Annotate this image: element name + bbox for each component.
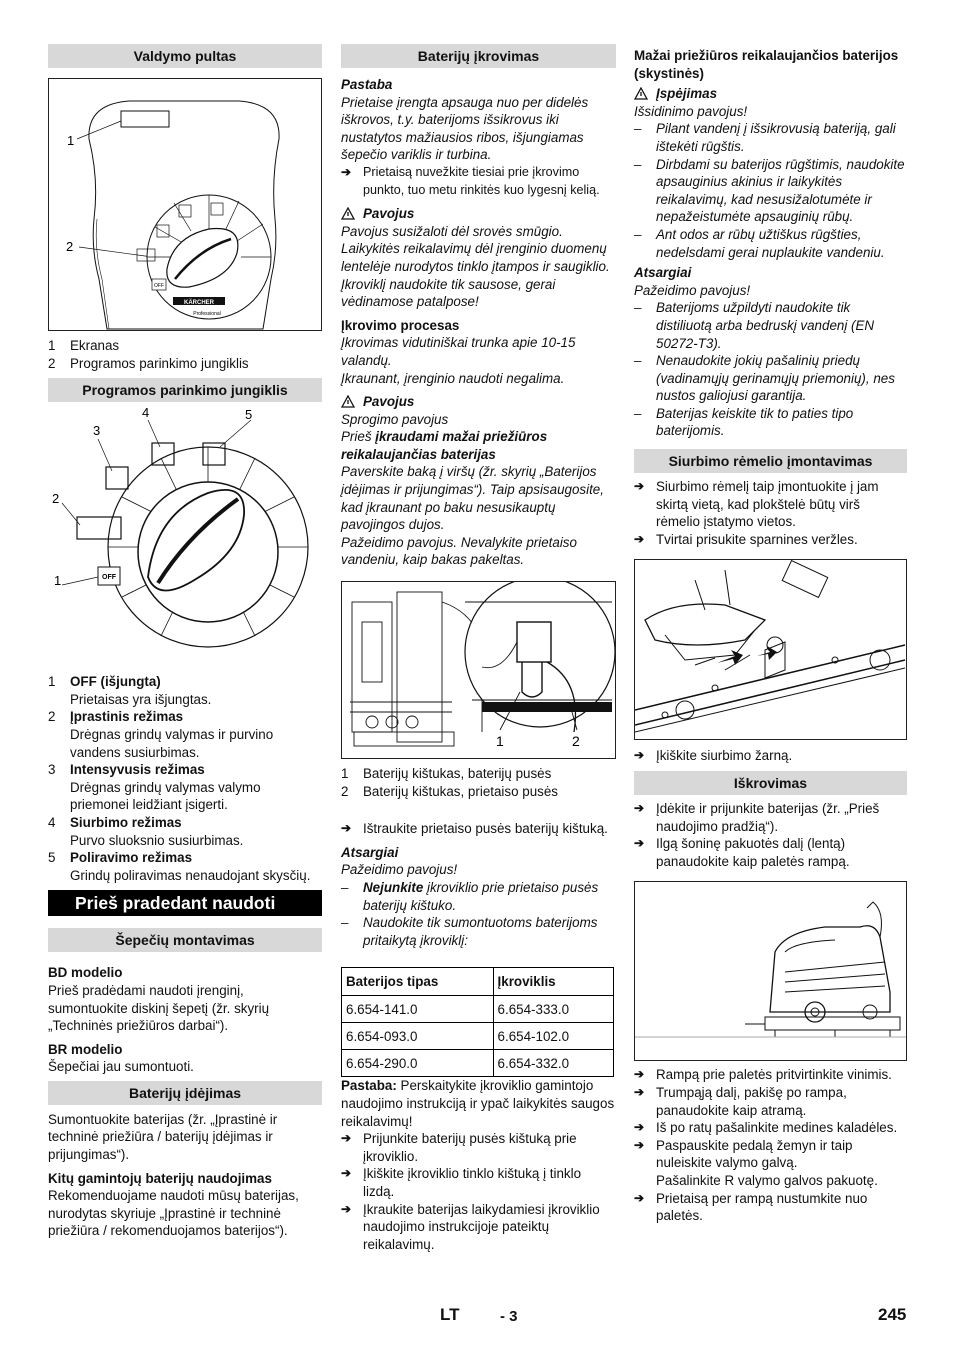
danger-text: Sprogimo pavojus bbox=[341, 411, 449, 427]
section-heading-program-selector: Programos parinkimo jungiklis bbox=[48, 378, 322, 402]
bd-model-text: Prieš pradėdami naudoti įrenginį, sumontuokite diskinį šepetį (žr. skyrių „Techninės priežiūros darbai“). bbox=[48, 982, 270, 1034]
panel-legend-item: 2 Programos parinkimo jungiklis bbox=[48, 355, 249, 371]
warning-item: – Pilant vandenį į išsikrovusią bateriją, gali ištekėti rūgštis. bbox=[634, 121, 896, 154]
warning-item: – Dirbdami su baterijos rūgštimis, naudokite apsauginius akinius ir laikykitės reikalavimų, kad nesusižalotumėte ir nepažeistumėte apsauginių rūbų. bbox=[634, 156, 905, 225]
pallet-ramp-figure bbox=[634, 881, 907, 1061]
panel-off-label: OFF bbox=[154, 283, 164, 289]
mode-item: 1 OFF (išjungta) bbox=[48, 674, 161, 690]
control-panel-figure bbox=[48, 78, 322, 331]
step-item: ➔ Paspauskite pedalą žemyn ir taip nuleiskite valymo galvą. bbox=[634, 1137, 853, 1171]
arrow-icon: ➔ bbox=[634, 531, 645, 546]
step-item: ➔ Prietaisą per rampą nustumkite nuo paletės. bbox=[634, 1190, 868, 1224]
arrow-icon: ➔ bbox=[634, 748, 645, 763]
mode-item: 3 Intensyvusis režimas bbox=[48, 762, 205, 778]
arrow-icon: ➔ bbox=[341, 1201, 352, 1216]
figure-callout-1: 1 bbox=[496, 733, 504, 750]
section-heading-squeegee: Siurbimo rėmelio įmontavimas bbox=[634, 449, 907, 473]
figure-legend-item: 1 Baterijų kištukas, baterijų pusės bbox=[341, 766, 552, 782]
arrow-icon: ➔ bbox=[634, 479, 645, 494]
arrow-icon: ➔ bbox=[634, 1067, 645, 1082]
arrow-icon: ➔ bbox=[634, 1120, 645, 1135]
bd-model-title: BD modelio bbox=[48, 965, 123, 981]
squeegee-drawing bbox=[635, 560, 906, 739]
warning-heading: Įspėjimas bbox=[634, 85, 907, 103]
note-charger: Pastaba: Perskaitykite įkroviklio gamintojo naudojimo instrukciją ir ypač laikykitės saugos reikalavimų! bbox=[341, 1078, 615, 1129]
section-heading-brushes: Šepečių montavimas bbox=[48, 928, 322, 952]
caution-item: – Nejunkite įkroviklio prie prietaiso pusės baterijų kištuko. bbox=[341, 880, 599, 913]
column-2 bbox=[341, 44, 616, 1253]
dial-callout-2: 2 bbox=[52, 491, 60, 507]
arrow-icon: ➔ bbox=[634, 1190, 645, 1205]
battery-plug-drawing bbox=[342, 582, 615, 758]
dial-callout-4: 4 bbox=[142, 407, 150, 421]
caution-item: – Nenaudokite jokių pašalinių priedų (vadinamųjų gerinamųjų priemonių), nes nustos galiojusi garantija. bbox=[634, 353, 895, 404]
arrow-icon: ➔ bbox=[634, 836, 645, 851]
brand-logo: KÄRCHER bbox=[184, 300, 214, 306]
warning-text: Išsidinimo pavojus! bbox=[634, 103, 748, 119]
step-item: ➔ Įkiškite siurbimo žarną. bbox=[634, 748, 793, 764]
column-1 bbox=[48, 44, 322, 1240]
table-row: 6.654-093.0 6.654-102.0 bbox=[342, 1023, 614, 1050]
note-title: Pastaba bbox=[341, 77, 393, 92]
mode-list bbox=[48, 673, 322, 884]
step-item: ➔ Įkiškite įkroviklio tinklo kištuką į tinklo lizdą. bbox=[341, 1166, 582, 1199]
dial-off-label: OFF bbox=[102, 574, 116, 582]
chapter-heading: Prieš pradedant naudoti bbox=[48, 890, 322, 916]
danger-heading: Pavojus bbox=[341, 205, 616, 223]
note-text: Prietaise įrengta apsauga nuo per didelės iškrovos, t.y. baterijoms išsikrovus iki nustatytos mažiausios ribos, išjungiamas šepečio variklis ir turbina. bbox=[341, 94, 589, 163]
danger-text: Prieš įkraudami mažai priežiūros reikalaujančias baterijas bbox=[341, 429, 548, 462]
mode-desc: Prietaisas yra išjungtas. bbox=[70, 691, 212, 707]
program-dial-figure bbox=[48, 407, 322, 669]
caution-item: – Baterijoms užpildyti naudokite tik distiliuotą arba bedruskį vandenį (EN 50272-T3). bbox=[634, 300, 875, 351]
arrow-icon: ➔ bbox=[634, 801, 645, 816]
step-item: ➔ Ilgą šoninę pakuotės dalį (lentą) panaudokite kaip paletės rampą. bbox=[634, 836, 850, 869]
table-header-row: Baterijos tipas Įkroviklis bbox=[342, 968, 614, 996]
step-item: ➔ Siurbimo rėmelį taip įmontuokite į jam skirtą vietą, kad plokštelė būtų virš rėmelio įstatymo vietos. bbox=[634, 479, 879, 530]
step-item: ➔ Trumpąją dalį, pakišę po rampa, panaudokite kaip atramą. bbox=[634, 1085, 847, 1118]
footer-language: LT bbox=[440, 1305, 460, 1324]
danger-text: Pažeidimo pavojus. Nevalykite prietaiso vandeniu, kaip bakas pakeltas. bbox=[341, 534, 577, 568]
arrow-icon: ➔ bbox=[341, 1131, 352, 1146]
mode-desc: Drėgnas grindų valymas valymo priemonei leidžiant įsigerti. bbox=[70, 779, 261, 813]
warning-triangle-icon bbox=[341, 395, 355, 408]
table-row: 6.654-290.0 6.654-332.0 bbox=[342, 1050, 614, 1077]
caution-title: Atsargiai bbox=[634, 265, 692, 281]
mode-item: 4 Siurbimo režimas bbox=[48, 814, 182, 830]
panel-callout-1: 1 bbox=[67, 133, 75, 148]
caution-text: Pažeidimo pavojus! bbox=[634, 282, 751, 298]
note-step: ➔ Prietaisą nuvežkite tiesiai prie įkrovimo punkto, tuo metu rinkitės kuo lygesnį kelią. bbox=[341, 164, 616, 199]
mode-desc: Drėgnas grindų valymas ir purvino vandens susiurbimas. bbox=[70, 726, 274, 760]
mode-item: 2 Įprastinis režimas bbox=[48, 709, 184, 725]
charging-process-text: Įkraunant, įrenginio naudoti negalima. bbox=[341, 370, 565, 386]
other-batteries-title: Kitų gamintojų baterijų naudojimas bbox=[48, 1170, 272, 1186]
table-row: 6.654-141.0 6.654-333.0 bbox=[342, 996, 614, 1023]
battery-plug-figure bbox=[341, 581, 616, 759]
danger-heading: Pavojus bbox=[341, 393, 616, 411]
arrow-icon: ➔ bbox=[634, 1085, 645, 1099]
arrow-icon: ➔ bbox=[634, 1137, 645, 1152]
br-model-title: BR modelio bbox=[48, 1041, 123, 1057]
warning-triangle-icon bbox=[341, 207, 355, 220]
figure-callout-2: 2 bbox=[572, 733, 580, 750]
other-batteries-text: Rekomenduojame naudoti mūsų baterijas, nurodytas skyriuje „Įprastinė ir techninė priežiūra / rekomenduojamos baterijos“). bbox=[48, 1188, 299, 1239]
footer-page-number: 245 bbox=[878, 1305, 907, 1324]
mode-desc: Grindų poliravimas nenaudojant skysčių. bbox=[70, 867, 311, 883]
footer-section-page: - 3 bbox=[500, 1308, 518, 1325]
intensive-mode-icon bbox=[106, 467, 128, 489]
step-item: ➔ Ištraukite prietaiso pusės baterijų kištuką. bbox=[341, 821, 608, 837]
battery-section-title: Mažai priežiūros reikalaujančios baterijos (skystinės) bbox=[634, 48, 899, 81]
charging-process-text: Įkrovimas vidutiniškai trunka apie 10-15 valandų. bbox=[341, 335, 576, 368]
step-item: ➔ Įdėkite ir prijunkite baterijas (žr. „Prieš naudojimo pradžią“). bbox=[634, 801, 880, 834]
section-heading-charging: Baterijų įkrovimas bbox=[341, 44, 616, 68]
step-item: ➔ Rampą prie paletės pritvirtinkite vinimis. bbox=[634, 1067, 892, 1083]
charger-table bbox=[341, 967, 614, 1077]
dial-callout-5: 5 bbox=[245, 407, 253, 423]
caution-text: Pažeidimo pavojus! bbox=[341, 862, 458, 878]
dial-callout-1: 1 bbox=[54, 573, 62, 589]
caution-item: – Naudokite tik sumontuotoms baterijoms pritaikytą įkroviklį: bbox=[341, 915, 598, 948]
section-heading-control-panel: Valdymo pultas bbox=[48, 44, 322, 68]
pallet-ramp-drawing bbox=[635, 882, 906, 1060]
panel-legend-item: 1 Ekranas bbox=[48, 338, 120, 353]
column-3 bbox=[634, 44, 907, 1225]
arrow-icon: ➔ bbox=[341, 821, 352, 836]
figure-legend-item: 2 Baterijų kištukas, prietaiso pusės bbox=[341, 783, 559, 799]
danger-text: Pavojus susižaloti dėl srovės smūgio. Laikykitės reikalavimų dėl įrenginio duomenų lentelėje nurodytos tinklo įtampos ir saugiklio. Įkroviklį naudokite tik sausose, gerai vėdinamose patalpose! bbox=[341, 223, 610, 310]
step-plain-text: Pašalinkite R valymo galvos pakuotę. bbox=[656, 1172, 878, 1188]
section-heading-unloading: Iškrovimas bbox=[634, 771, 907, 795]
section-heading-insert-batteries: Baterijų įdėjimas bbox=[48, 1081, 322, 1105]
program-dial-drawing bbox=[48, 407, 322, 669]
charging-process-title: Įkrovimo procesas bbox=[341, 317, 460, 333]
arrow-icon: ➔ bbox=[341, 1166, 352, 1181]
caution-item: – Baterijas keiskite tik to paties tipo baterijomis. bbox=[634, 405, 854, 439]
caution-title: Atsargiai bbox=[341, 844, 399, 860]
step-item: ➔ Tvirtai prisukite sparnines veržles. bbox=[634, 531, 858, 547]
step-item: ➔ Prijunkite baterijų pusės kištuką prie įkroviklio. bbox=[341, 1131, 577, 1164]
squeegee-figure bbox=[634, 559, 907, 740]
arrow-icon: ➔ bbox=[341, 164, 352, 179]
warning-triangle-icon bbox=[634, 87, 648, 100]
mode-desc: Purvo sluoksnio susiurbimas. bbox=[70, 832, 244, 848]
mode-item: 5 Poliravimo režimas bbox=[48, 850, 193, 866]
dial-callout-3: 3 bbox=[93, 423, 101, 439]
control-panel-drawing bbox=[49, 79, 321, 330]
panel-callout-2: 2 bbox=[66, 239, 74, 254]
step-item: ➔ Įkraukite baterijas laikydamiesi įkroviklio naudojimo instrukcijoje pateiktų reikalavimų. bbox=[341, 1201, 600, 1252]
brand-subtitle: Professional bbox=[193, 311, 221, 317]
warning-item: – Ant odos ar rūbų užtiškus rūgšties, nedelsdami gerai nuplaukite vandeniu. bbox=[634, 226, 885, 260]
insert-text: Sumontuokite baterijas (žr. „Įprastinė ir techninė priežiūra / baterijų įdėjimas ir prijungimas“). bbox=[48, 1111, 278, 1163]
danger-text: Paverskite baką į viršų (žr. skyrių „Baterijos įdėjimas ir prijungimas“). Taip apsisaugosite, kad įkraunant po baku nesusikauptų pavojingos dujos. bbox=[341, 464, 604, 533]
step-item: ➔ Iš po ratų pašalinkite medines kaladėles. bbox=[634, 1120, 898, 1136]
br-model-text: Šepečiai jau sumontuoti. bbox=[48, 1059, 194, 1075]
